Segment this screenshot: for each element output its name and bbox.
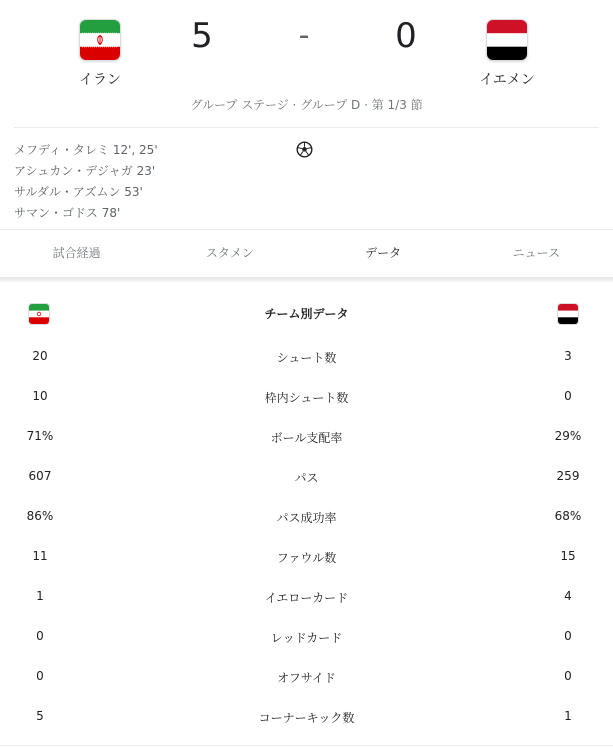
stat-row [0,657,613,697]
home-stat-value: 71% [26,429,54,443]
stat-label: シュート数 [276,351,337,365]
tab-stats[interactable]: データ [365,246,402,260]
yemen-flag-icon[interactable] [487,20,527,60]
stat-row [0,697,613,737]
stats-title: チーム別データ [264,307,349,321]
away-stat-value: 29% [554,429,582,443]
home-stat-value: 1 [36,589,44,603]
stat-label: コーナーキック数 [258,711,355,725]
stat-label: イエローカード [264,591,349,605]
home-stat-value: 0 [36,669,44,683]
score-separator: - [298,18,310,53]
stat-label: ボール支配率 [270,431,343,445]
stat-label: ファウル数 [276,551,337,565]
scorer-item: サマン・ゴドス 78' [14,206,121,220]
away-team-name[interactable]: イエメン [479,72,535,88]
iran-flag-icon[interactable] [80,20,120,60]
home-scorers-list [14,141,158,225]
stat-row [0,377,613,417]
stat-row [0,537,613,577]
match-header [0,0,613,125]
scorer-item: サルダル・アズムン 53' [14,185,143,199]
competition-stage: グループ ステージ · グループ D · 第 1/3 節 [190,98,423,112]
divider [0,745,613,746]
away-stat-value: 0 [564,629,572,643]
scorer-item: メフディ・タレミ 12', 25' [14,143,158,157]
scorer-item: アシュカン・デジャガ 23' [14,164,156,178]
stat-label: パス成功率 [276,511,337,525]
home-stat-value: 607 [28,469,52,483]
stat-row [0,577,613,617]
home-team-name[interactable]: イラン [79,72,121,88]
away-stat-value: 1 [564,709,572,723]
home-stat-value: 0 [36,629,44,643]
team-stats-table [0,337,613,737]
stat-row [0,457,613,497]
match-tabs [0,230,613,277]
away-stat-value: 3 [564,349,572,363]
away-stat-value: 68% [554,509,582,523]
away-stat-value: 15 [560,549,576,563]
stat-row [0,617,613,657]
away-score: 0 [395,16,417,56]
yemen-flag-icon [558,304,578,324]
stat-label: パス [294,471,319,485]
tab-lineups[interactable]: スタメン [205,246,254,260]
home-stat-value: 5 [36,709,44,723]
tab-timeline[interactable]: 試合経過 [52,246,101,260]
home-stat-value: 11 [32,549,48,563]
stat-row [0,417,613,457]
home-score: 5 [191,16,213,56]
away-stat-value: 259 [556,469,580,483]
stat-label: 枠内シュート数 [264,391,349,405]
stat-row [0,337,613,377]
divider [14,127,599,128]
away-stat-value: 4 [564,589,572,603]
stat-row [0,497,613,537]
tab-separator [0,277,613,282]
home-stat-value: 20 [32,349,48,363]
home-stat-value: 86% [26,509,54,523]
stat-label: オフサイド [277,671,336,685]
away-stat-value: 0 [564,389,572,403]
home-stat-value: 10 [32,389,48,403]
soccer-ball-icon [296,141,313,158]
tab-news[interactable]: ニュース [512,246,561,260]
away-stat-value: 0 [564,669,572,683]
stats-header [0,296,613,330]
stat-label: レッドカード [270,631,343,645]
